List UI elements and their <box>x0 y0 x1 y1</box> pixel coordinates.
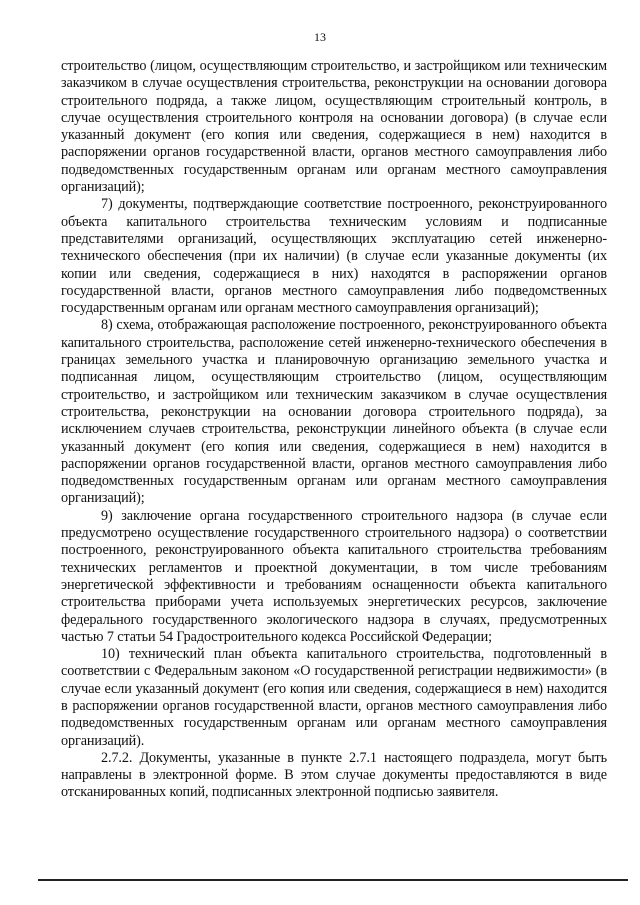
page-number: 13 <box>314 30 326 44</box>
paragraph-continuation: строительство (лицом, осуществляющим строительство, и застройщиком или техническим заказчиком в случае осуществления строительства, реконструкции на основании договора строительного подряда, а также лицом, осуществляющим строительный контроль, в случае осуществления строительного контроля на основании договора) (в случае если указанный документ (его копия или сведения, содержащиеся в нем) находится в распоряжении органов государственной власти, органов местного самоуправления либо подведомственных государственным органам или органам местного самоуправления организаций); <box>61 58 607 196</box>
paragraph-item-8: 8) схема, отображающая расположение построенного, реконструированного объекта капитального строительства, расположение сетей инженерно-технического обеспечения в границах земельного участка и планировочную организацию земельного участка и подписанная лицом, осуществляющим строительство (лицом, осуществляющим строительство, и застройщиком или техническим заказчиком в случае осуществления строительства, реконструкции на основании договора строительного подряда), за исключением случаев строительства, реконструкции линейного объекта (в случае если указанный документ (его копия или сведения, содержащиеся в нем) находится в распоряжении органов государственной власти, органов местного самоуправления либо подведомственных государственным органам или органам местного самоуправления организаций); <box>61 317 607 507</box>
page-bottom-rule <box>38 879 628 881</box>
paragraph-item-9: 9) заключение органа государственного строительного надзора (в случае если предусмотрено осуществление государственного строительного надзора) о соответствии построенного, реконструированного объекта капитального строительства требованиям технических регламентов и проектной документации, в том числе требованиям энергетической эффективности и требованиям оснащенности объекта капитального строительства приборами учета используемых энергетических ресурсов, заключение федерального государственного экологического надзора в случаях, предусмотренных частью 7 статьи 54 Градостроительного кодекса Российской Федерации; <box>61 507 607 645</box>
paragraph-item-10: 10) технический план объекта капитального строительства, подготовленный в соответствии с Федеральным законом «О государственной регистрации недвижимости» (в случае если указанный документ (его копия или сведения, содержащиеся в нем) находится в распоряжении органов государственной власти, органов местного самоуправления либо подведомственных государственным органам или органам местного самоуправления организаций). <box>61 646 607 749</box>
document-body <box>61 58 607 802</box>
paragraph-item-7: 7) документы, подтверждающие соответствие построенного, реконструированного объекта капитального строительства техническим условиям и подписанные представителями организаций, осуществляющих эксплуатацию сетей инженерно-технического обеспечения (при их наличии) (в случае если указанные документы (их копии или сведения, содержащиеся в них) находятся в распоряжении органов государственной власти, органов местного самоуправления либо подведомственных государственным органам или органам местного самоуправления организаций); <box>61 196 607 317</box>
paragraph-2-7-2: 2.7.2. Документы, указанные в пункте 2.7.1 настоящего подраздела, могут быть направлены в электронной форме. В этом случае документы предоставляются в виде отсканированных копий, подписанных электронной подписью заявителя. <box>61 749 607 801</box>
